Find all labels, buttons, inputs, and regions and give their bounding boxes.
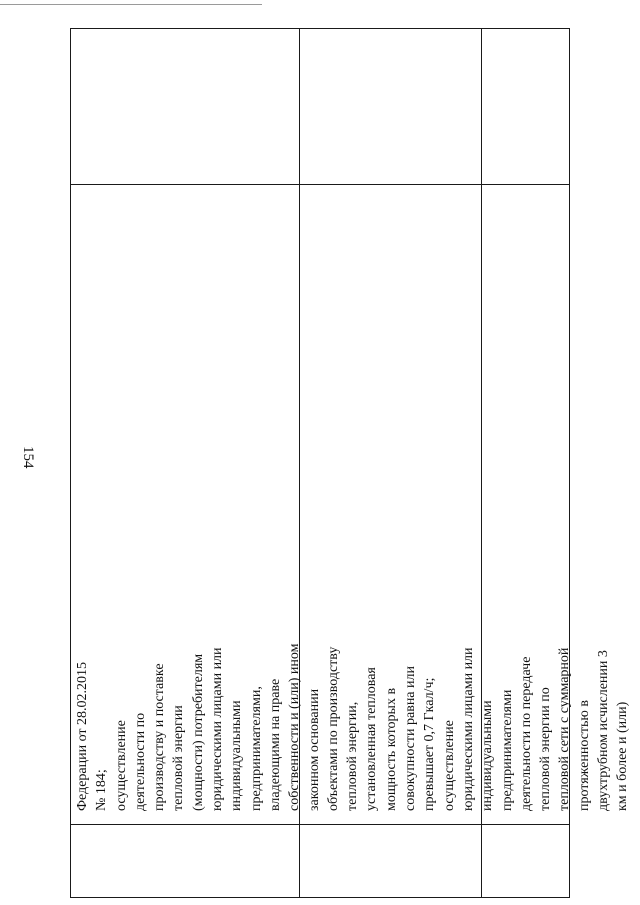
cell-line: объектами по производству <box>325 646 341 811</box>
cell-line: тепловой энергии <box>171 705 187 811</box>
cell-line: законном основании <box>306 688 322 811</box>
cell-line: предпринимателями, <box>248 686 264 811</box>
cell-line: установленная тепловая <box>364 667 380 811</box>
cell-line: индивидуальными <box>229 700 245 811</box>
cell-line: юридическими лицами или <box>460 647 476 811</box>
cell-line: деятельности по <box>132 712 148 811</box>
cell-line: км и более и (или) <box>615 701 631 811</box>
cell-line-list <box>73 644 633 815</box>
table-cell-text <box>73 644 633 815</box>
cell-line: деятельности по передаче <box>518 656 534 811</box>
cell-line: совокупности равна или <box>403 666 419 811</box>
cell-line: осуществление <box>441 720 457 811</box>
cell-line: двухтрубном исчислении 3 <box>596 650 612 811</box>
cell-line: № 184; <box>94 769 110 811</box>
cell-line: производству и поставке <box>152 663 168 811</box>
cell-line: протяженностью в <box>576 699 592 811</box>
cell-line: Федерации от 28.02.2015 <box>75 661 90 811</box>
table-frame <box>70 28 631 898</box>
cell-line: осуществление <box>113 720 129 811</box>
column-divider <box>71 824 569 825</box>
cell-line: юридическими лицами или <box>210 647 226 811</box>
scan-edge-line <box>0 4 262 5</box>
cell-line: тепловой энергии по <box>538 687 554 811</box>
cell-line: мощность которых в <box>383 687 399 811</box>
cell-line: владеющими на праве <box>267 678 283 811</box>
page-number: 154 <box>20 446 36 469</box>
cell-line: тепловой сети с суммарной <box>557 647 573 811</box>
cell-line: (мощности) потребителям <box>190 653 206 811</box>
cell-line: собственности и (или) ином <box>287 643 303 811</box>
cell-line: предпринимателями <box>499 689 515 811</box>
column-divider <box>71 184 569 185</box>
cell-line: тепловой энергии, <box>345 701 361 811</box>
cell-line: индивидуальными <box>480 700 496 811</box>
cell-line: превышает 0,7 Гкал/ч; <box>422 677 438 811</box>
